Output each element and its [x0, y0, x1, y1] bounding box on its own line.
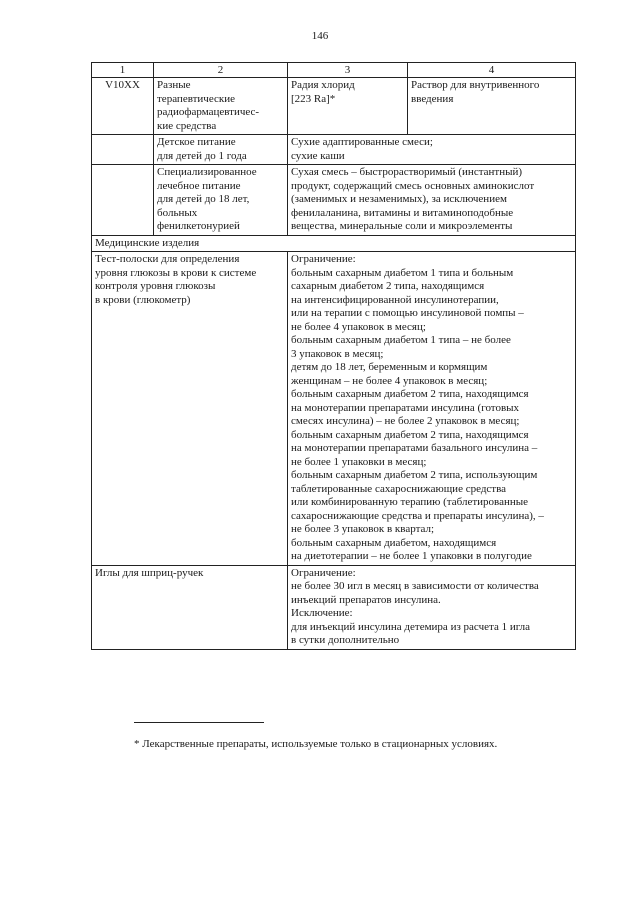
table-header-row	[92, 63, 576, 78]
header-col-1: 1	[92, 63, 154, 78]
text-line: сухие каши	[291, 149, 345, 162]
medical-list-table	[91, 62, 576, 650]
text-line: Радия хлорид	[291, 79, 355, 91]
dosage-form	[408, 78, 576, 135]
text-line: уровня глюкозы в крови к системе	[95, 266, 257, 279]
text-line: 3 упаковок в месяц;	[291, 347, 384, 360]
text-line: фенилаланина, витамины и витаминоподобные	[291, 206, 514, 219]
drug-group	[154, 78, 288, 135]
food-group	[154, 135, 288, 165]
text-line: фенилкетонурией	[157, 220, 240, 232]
food-description	[288, 165, 576, 236]
text-line: [223 Ra]*	[291, 92, 336, 105]
text-line: на диетотерапии – не более 1 упаковки в полугодие	[291, 550, 532, 562]
text-line: Сухие адаптированные смеси;	[291, 136, 433, 148]
text-line: смесях инсулина) – не более 2 упаковок в месяц;	[291, 415, 520, 427]
section-row	[92, 235, 576, 252]
section-title: Медицинские изделия	[92, 235, 576, 252]
text-line: на интенсифицированной инсулинотерапии,	[291, 293, 499, 306]
text-line: не более 4 упаковок в месяц;	[291, 320, 426, 333]
footnote-divider	[134, 722, 264, 723]
empty-cell	[92, 165, 154, 236]
text-line: терапевтические	[157, 92, 235, 105]
text-line: Специализированное	[157, 166, 257, 178]
text-line: не более 3 упаковок в квартал;	[291, 523, 435, 535]
text-line: Детское питание	[157, 136, 236, 148]
text-line: сахарным диабетом 2 типа, находящимся	[291, 280, 485, 292]
header-col-2: 2	[154, 63, 288, 78]
header-col-3: 3	[288, 63, 408, 78]
text-line: таблетированные сахароснижающие средства	[291, 482, 507, 495]
device-restrictions	[288, 565, 576, 649]
table-row	[92, 252, 576, 566]
device-name	[92, 252, 288, 566]
text-line: Сухая смесь – быстрорастворимый (инстантный)	[291, 166, 523, 178]
footnote: * Лекарственные препараты, используемые только в стационарных условиях.	[134, 738, 498, 750]
header-col-4: 4	[408, 63, 576, 78]
food-group	[154, 165, 288, 236]
table-row	[92, 165, 576, 236]
text-line: не более 30 игл в месяц в зависимости от количества	[291, 580, 539, 592]
table-row	[92, 565, 576, 649]
text-line: детям до 18 лет, беременным и кормящим	[291, 361, 488, 373]
text-line: больным сахарным диабетом 2 типа, находящимся	[291, 388, 529, 400]
text-line: Тест-полоски для определения	[95, 253, 240, 265]
text-line: на монотерапии препаратами инсулина (готовых	[291, 401, 520, 414]
text-line: (заменимых и незаменимых), за исключением	[291, 193, 507, 205]
text-line: Разные	[157, 79, 191, 91]
text-line: больным сахарным диабетом, находящимся	[291, 536, 497, 549]
text-line: продукт, содержащий смесь основных аминокислот	[291, 179, 535, 192]
text-line: введения	[411, 92, 454, 105]
text-line: для инъекций инсулина детемира из расчета 1 игла	[291, 620, 531, 633]
text-line: больных	[157, 206, 198, 219]
food-description	[288, 135, 576, 165]
text-line: инъекций препаратов инсулина.	[291, 593, 441, 606]
text-line: больным сахарным диабетом 2 типа, находящимся	[291, 428, 529, 441]
table-row	[92, 135, 576, 165]
text-line: для детей до 18 лет,	[157, 193, 250, 205]
text-line: Иглы для шприц-ручек	[95, 566, 204, 579]
text-line: больным сахарным диабетом 1 типа – не более	[291, 334, 511, 346]
text-line: больным сахарным диабетом 2 типа, использующим	[291, 469, 538, 481]
text-line: женщинам – не более 4 упаковок в месяц;	[291, 374, 488, 387]
text-line: вещества, минеральные соли и микроэлементы	[291, 220, 513, 232]
text-line: сахароснижающие средства и препараты инсулина), –	[291, 509, 544, 522]
table-row	[92, 78, 576, 135]
text-line: Ограничение:	[291, 253, 356, 265]
empty-cell	[92, 135, 154, 165]
text-line: в сутки дополнительно	[291, 634, 400, 646]
text-line: радиофармацевтичес-	[157, 106, 260, 118]
text-line: или комбинированную терапию (таблетированные	[291, 496, 528, 508]
drug-name	[288, 78, 408, 135]
text-line: Исключение:	[291, 607, 353, 619]
text-line: на монотерапии препаратами базального инсулина –	[291, 442, 538, 454]
text-line: Раствор для внутривенного	[411, 79, 540, 91]
device-name	[92, 565, 288, 649]
text-line: больным сахарным диабетом 1 типа и больным	[291, 266, 514, 279]
page-number: 146	[311, 30, 329, 42]
text-line: кие средства	[157, 119, 217, 132]
text-line: в крови (глюкометр)	[95, 293, 191, 306]
text-line: Ограничение:	[291, 566, 356, 579]
text-line: не более 1 упаковки в месяц;	[291, 455, 427, 468]
text-line: лечебное питание	[157, 179, 241, 192]
text-line: контроля уровня глюкозы	[95, 280, 216, 292]
text-line: или на терапии с помощью инсулиновой помпы –	[291, 307, 524, 319]
device-restrictions	[288, 252, 576, 566]
text-line: для детей до 1 года	[157, 149, 247, 162]
atc-code: V10XX	[92, 78, 154, 135]
